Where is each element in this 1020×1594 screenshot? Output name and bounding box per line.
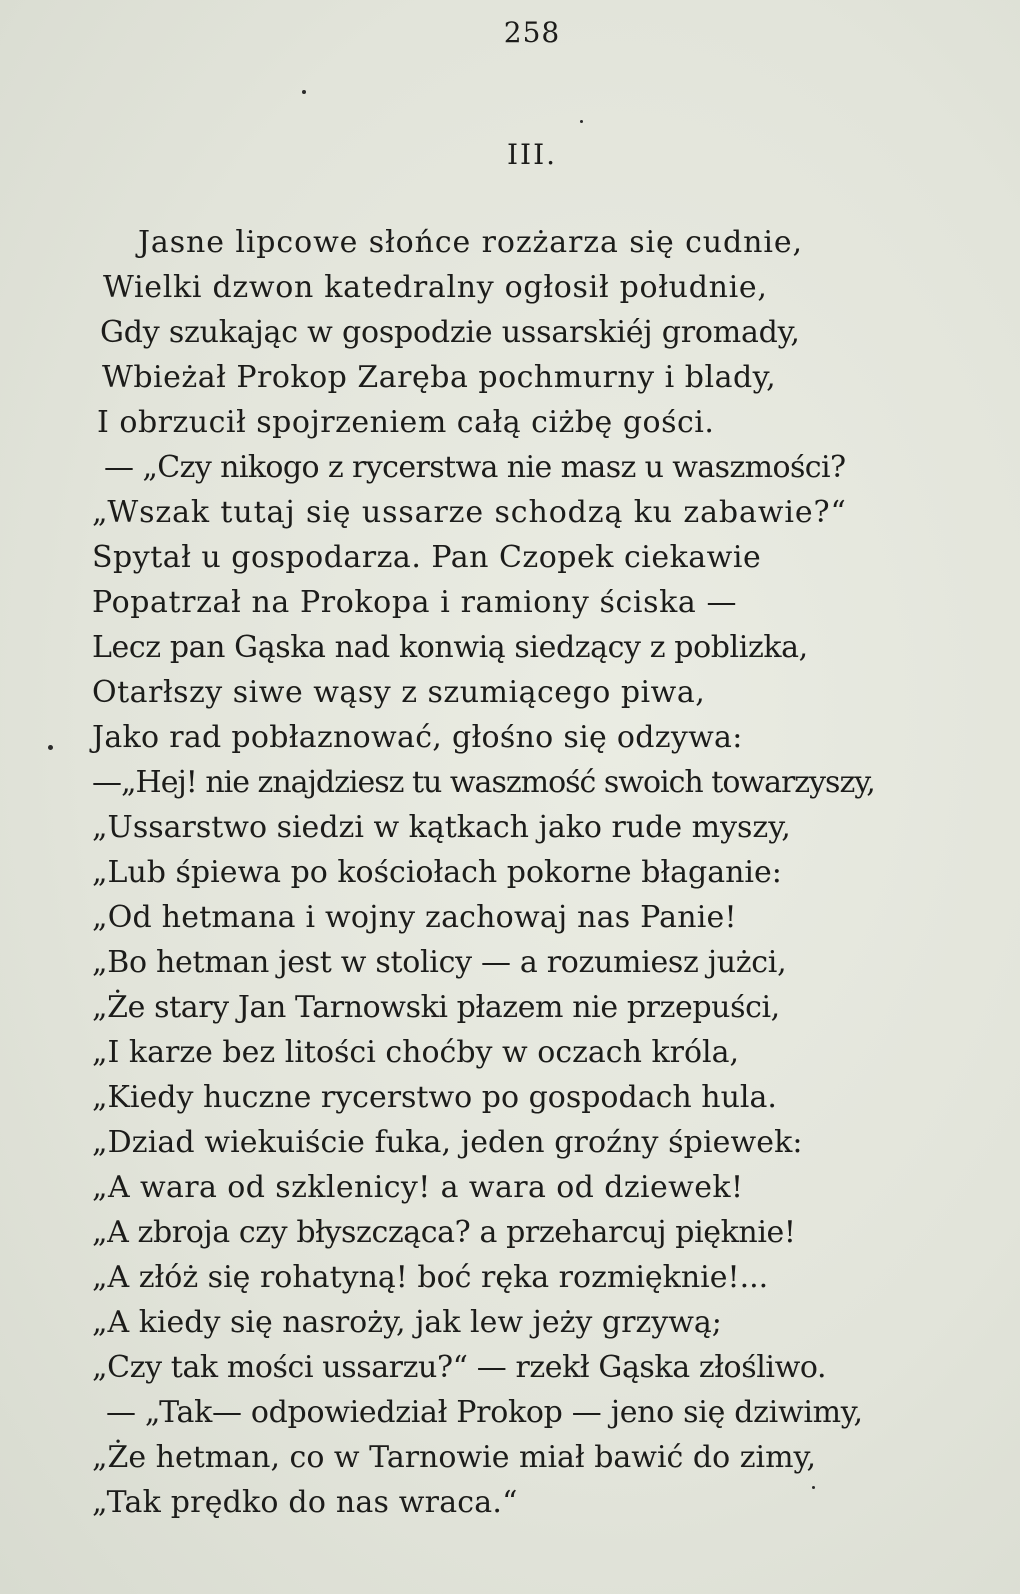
page-number: 258 [503,16,561,49]
verse-line: „Że hetman, co w Tarnowie miał bawić do zimy, [92,1440,817,1475]
verse-line: Gdy szukając w gospodzie ussarskiéj gromady, [100,315,800,350]
verse-line: „A zbroja czy błyszcząca? a przeharcuj pięknie! [92,1215,796,1250]
verse-line: „A złóż się rohatyną! boć ręka rozmięknie!... [92,1260,769,1295]
verse-line: Jako rad pobłaznować, głośno się odzywa: [92,720,743,755]
verse-line: — „Czy nikogo z rycerstwa nie masz u waszmości? [104,450,846,485]
verse-line: „Że stary Jan Tarnowski płazem nie przepuści, [92,990,780,1025]
verse-line: Lecz pan Gąska nad konwią siedzący z poblizka, [92,630,808,665]
verse-line: „Dziad wiekuiście fuka, jeden groźny śpiewek: [92,1125,803,1160]
print-speck [302,90,306,94]
print-speck [812,1486,815,1489]
verse-line: Popatrzał na Prokopa i ramiony ściska — [92,585,738,620]
verse-line: Wbieżał Prokop Zaręba pochmurny i blady, [102,360,777,395]
print-speck [48,745,53,750]
print-speck [580,120,583,123]
verse-line: Wielki dzwon katedralny ogłosił południe, [103,270,768,305]
verse-line: „Tak prędko do nas wraca.“ [92,1485,518,1520]
verse-line: I obrzucił spojrzeniem całą ciżbę gości. [97,405,715,440]
verse-line: Jasne lipcowe słońce rozżarza się cudnie, [138,225,803,260]
verse-line: „Czy tak mości ussarzu?“ — rzekł Gąska złośliwo. [92,1350,827,1385]
verse-line: „Wszak tutaj się ussarze schodzą ku zabawie?“ [92,495,847,530]
verse-line: — „Tak— odpowiedział Prokop — jeno się dziwimy, [106,1395,863,1430]
verse-line: Otarłszy siwe wąsy z szumiącego piwa, [92,675,706,710]
section-title: III. [506,138,558,171]
verse-line: „Ussarstwo siedzi w kątkach jako rude myszy, [92,810,791,845]
verse-line: „Bo hetman jest w stolicy — a rozumiesz jużci, [92,945,787,980]
bleed-through-text [900,210,1020,1410]
verse-line: „Od hetmana i wojny zachowaj nas Panie! [92,900,737,935]
verse-line: Spytał u gospodarza. Pan Czopek ciekawie [92,540,762,575]
verse-line: „Kiedy huczne rycerstwo po gospodach hula. [92,1080,777,1115]
verse-line: „I karze bez litości choćby w oczach króla, [92,1035,740,1070]
verse-line: „A kiedy się nasroży, jak lew jeży grzywą; [92,1305,722,1340]
verse-line: —„Hej! nie znajdziesz tu waszmość swoich towarzyszy, [92,765,875,800]
verse-line: „A wara od szklenicy! a wara od dziewek! [92,1170,744,1205]
verse-line: „Lub śpiewa po kościołach pokorne błaganie: [92,855,782,890]
